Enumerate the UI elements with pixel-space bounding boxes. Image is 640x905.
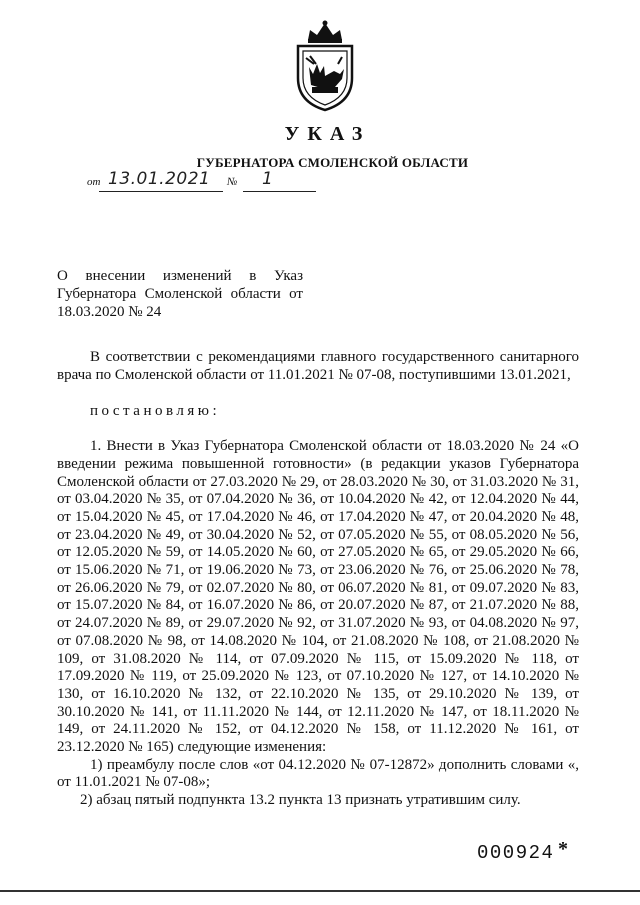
item-1: 1. Внести в Указ Губернатора Смоленской области от 18.03.2020 № 24 «О введении режима повышенной готовности» (в редакции указов Губернатора Смоленской области от 27.03.2020 № 29, от 28.03.2020 № 30, от 31.03.2020 № 31, от 03.04.2020 № 35, от 07.04.2020 № 36, от 10.04.2020 № 42, от 12.04.2020 № 44, от 15.04.2020 № 45, от 17.04.2020 № 46, от 17.04.2020 № 47, от 20.04.2020 № 48, от 23.04.2020 № 49, от 30.04.2020 № 52, от 07.05.2020 № 55, от 08.05.2020 № 56, от 12.05.2020 № 59, от 14.05.2020 № 60, от 27.05.2020 № 65, от 29.05.2020 № 66, от 15.06.2020 № 71, от 19.06.2020 № 73, от 23.06.2020 № 76, от 25.06.2020 № 78, от 26.06.2020 № 79, от 02.07.2020 № 80, от 06.07.2020 № 81, от 09.07.2020 № 83, от 15.07.2020 № 84, от 16.07.2020 № 86, от 20.07.2020 № 87, от 21.07.2020 № 88, от 24.07.2020 № 89, от 29.07.2020 № 92, от 31.07.2020 № 93, от 04.08.2020 № 97, от 07.08.2020 № 98, от 14.08.2020 № 104, от 21.08.2020 № 108, от 21.08.2020 № 109, от 31.08.2020 № 114, от 07.09.2020 № 115, от 15.09.2020 № 118, от 17.09.2020 № 119, от 25.09.2020 № 123, от 07.10.2020 № 127, от 14.10.2020 № 130, от 16.10.2020 № 132, от 22.10.2020 № 135, от 29.10.2020 № 139, от 30.10.2020 № 141, от 11.11.2020 № 144, от 12.11.2020 № 147, от 18.11.2020 № 149, от 24.11.2020 № 152, от 04.12.2020 № 158, от 11.12.2020 № 161, от 23.12.2020 № 165) следующие изменения: [57,438,579,756]
bottom-border [0,890,640,892]
document-number: 1 [262,169,274,189]
document-subtitle: ГУБЕРНАТОРА СМОЛЕНСКОЙ ОБЛАСТИ [196,155,469,170]
preamble: В соответствии с рекомендациями главного государственного санитарного врача по Смоленской области от 11.01.2021 № 07-08, поступившими 13.01.2021, [57,349,579,383]
date-underline [99,191,223,192]
number-underline [243,191,316,192]
number-prefix: № [227,176,238,188]
subitem-1: 1) преамбулу после слов «от 04.12.2020 № 07-12872» дополнить словами «, от 11.01.2021 № 07-08»; [57,756,579,791]
date-prefix: от [87,176,101,188]
document-subject: О внесении изменений в Указ Губернатора Смоленской области от 18.03.2020 № 24 [57,268,303,320]
document-body [57,349,579,810]
decree-word: постановляю: [90,403,221,420]
coat-of-arms-icon [294,20,356,112]
serial-number: 000924 [477,842,555,864]
serial-mark: * [558,838,568,860]
document-title: УКАЗ [284,123,371,145]
document-date: 13.01.2021 [108,169,211,189]
subitem-2: 2) абзац пятый подпункта 13.2 пункта 13 признать утратившим силу. [80,792,521,809]
